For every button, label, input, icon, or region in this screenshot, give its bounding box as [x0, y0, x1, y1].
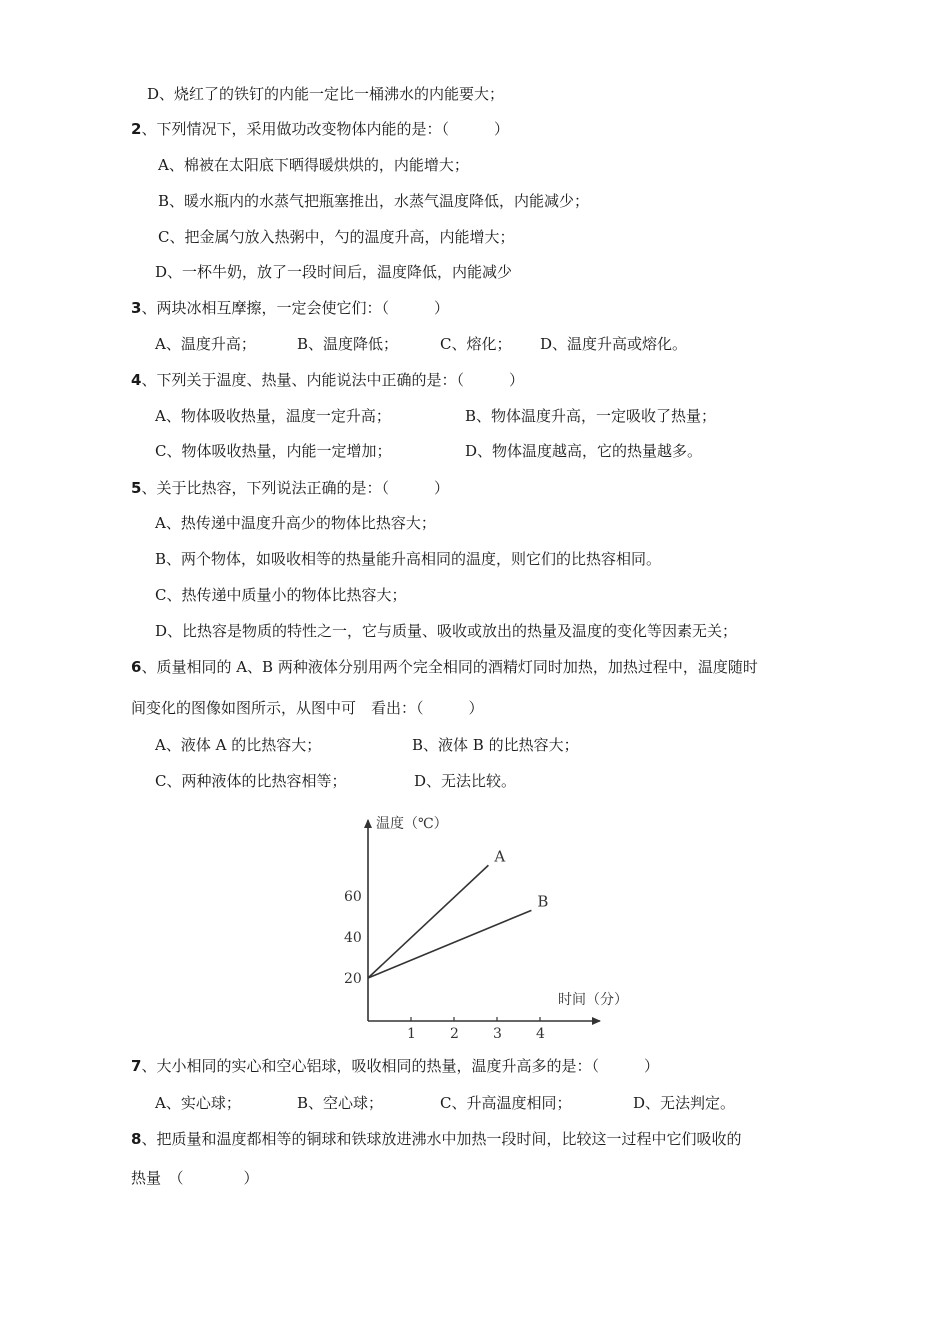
q4-option-b: B、物体温度升高，一定吸收了热量； — [465, 407, 717, 425]
q5-option-b: B、两个物体，如吸收相等的热量能升高相同的温度，则它们的比热容相同。 — [155, 550, 662, 568]
q4-option-c: C、物体吸收热量，内能一定增加； — [155, 442, 392, 460]
q2-option-d: D、一杯牛奶，放了一段时间后，温度降低，内能减少 — [155, 263, 513, 281]
q3-option-d: D、温度升高或熔化。 — [540, 335, 688, 353]
q6-option-d: D、无法比较。 — [414, 772, 517, 790]
x-axis-label: 时间（分） — [558, 992, 628, 1008]
q2-option-a: A、棉被在太阳底下晒得暖烘烘的，内能增大； — [158, 156, 469, 174]
question-2 — [131, 119, 509, 139]
question-number: 5 — [131, 479, 142, 497]
question-text: 、两块冰相互摩擦，一定会使它们：（ ） — [141, 299, 449, 317]
series-label-b: B — [537, 892, 549, 911]
q4-option-a: A、物体吸收热量，温度一定升高； — [155, 407, 391, 425]
question-4 — [131, 370, 524, 390]
question-8 — [131, 1129, 741, 1149]
question-number: 3 — [131, 299, 142, 317]
question-5 — [131, 478, 449, 498]
q5-option-d: D、比热容是物质的特性之一，它与质量、吸收或放出的热量及温度的变化等因素无关； — [155, 622, 738, 640]
question-number: 6 — [131, 658, 142, 676]
q1-option-d: D、烧红了的铁钉的内能一定比一桶沸水的内能要大； — [147, 85, 505, 103]
series-label-a: A — [494, 847, 506, 866]
q4-option-d: D、物体温度越高，它的热量越多。 — [465, 442, 703, 460]
question-text: 、大小相同的实心和空心铝球，吸收相同的热量，温度升高多的是：（ ） — [141, 1057, 659, 1075]
q3-option-c: C、熔化； — [440, 335, 512, 353]
y-tick-label: 60 — [344, 889, 362, 905]
series-line-a — [368, 865, 488, 978]
q5-option-a: A、热传递中温度升高少的物体比热容大； — [155, 514, 436, 532]
question-number: 7 — [131, 1057, 142, 1075]
q5-option-c: C、热传递中质量小的物体比热容大； — [155, 586, 407, 604]
question-number: 8 — [131, 1130, 142, 1148]
x-tick-label: 1 — [407, 1026, 416, 1042]
question-6 — [131, 657, 758, 677]
question-7 — [131, 1056, 659, 1076]
question-6-continued: 间变化的图像如图所示，从图中可 看出：（ ） — [131, 699, 484, 717]
x-tick-label: 2 — [450, 1026, 459, 1042]
q6-option-c: C、两种液体的比热容相等； — [155, 772, 347, 790]
question-number: 4 — [131, 371, 142, 389]
q2-option-b: B、暖水瓶内的水蒸气把瓶塞推出，水蒸气温度降低，内能减少； — [158, 192, 590, 210]
y-axis-label: 温度（℃） — [376, 816, 448, 832]
temperature-time-chart — [330, 808, 630, 1053]
q6-option-a: A、液体 A 的比热容大； — [155, 736, 322, 754]
q7-option-c: C、升高温度相同； — [440, 1094, 572, 1112]
x-tick-label: 3 — [493, 1026, 502, 1042]
q7-option-a: A、实心球； — [155, 1094, 241, 1112]
q3-option-b: B、温度降低； — [297, 335, 399, 353]
y-tick-label: 20 — [344, 971, 362, 987]
q7-option-d: D、无法判定。 — [633, 1094, 736, 1112]
question-text: 、质量相同的 A、B 两种液体分别用两个完全相同的酒精灯同时加热，加热过程中，温度随时 — [141, 658, 758, 676]
x-tick-label: 4 — [536, 1026, 545, 1042]
question-text: 、下列关于温度、热量、内能说法中正确的是：（ ） — [141, 371, 524, 389]
question-text: 、下列情况下，采用做功改变物体内能的是：（ ） — [141, 120, 509, 138]
question-number: 2 — [131, 120, 142, 138]
q3-option-a: A、温度升高； — [155, 335, 256, 353]
question-8-continued: 热量 （ ） — [131, 1169, 259, 1187]
y-tick-label: 40 — [344, 930, 362, 946]
question-text: 、把质量和温度都相等的铜球和铁球放进沸水中加热一段时间，比较这一过程中它们吸收的 — [141, 1130, 742, 1148]
q2-option-c: C、把金属勺放入热粥中，勺的温度升高，内能增大； — [158, 228, 515, 246]
q7-option-b: B、空心球； — [297, 1094, 384, 1112]
series-line-b — [368, 910, 531, 978]
question-3 — [131, 298, 449, 318]
q6-option-b: B、液体 B 的比热容大； — [412, 736, 579, 754]
question-text: 、关于比热容，下列说法正确的是：（ ） — [141, 479, 449, 497]
